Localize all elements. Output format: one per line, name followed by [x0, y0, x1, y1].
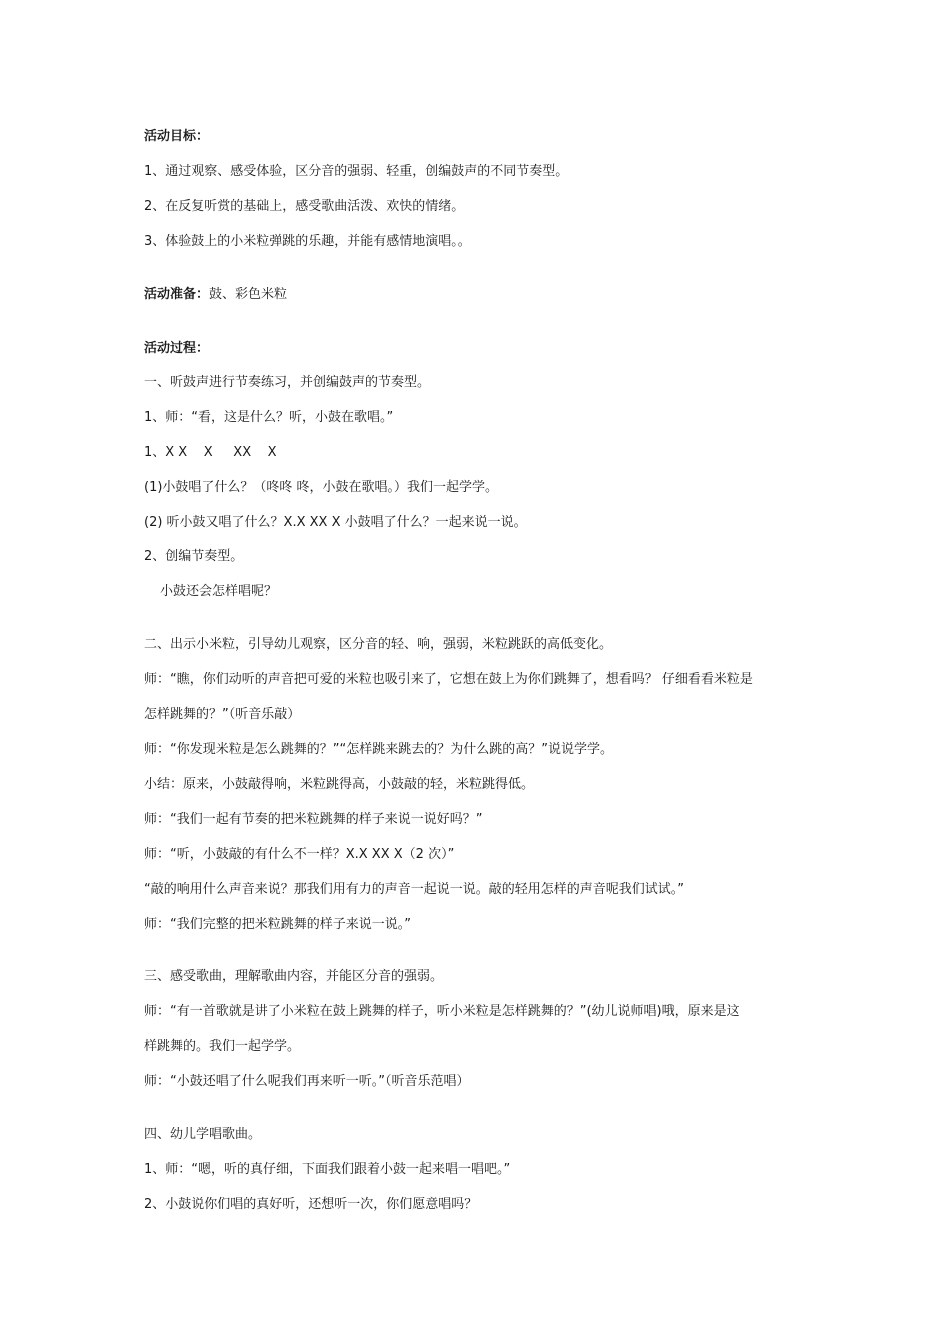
part1-line-6: 小鼓还会怎样唱呢？: [160, 584, 278, 599]
part3-line-3: 师：“小鼓还唱了什么呢我们再来听一听。”（听音乐范唱）: [144, 1074, 470, 1089]
part4-heading: 四、幼儿学唱歌曲。: [144, 1127, 262, 1142]
goal-item-3: 3、体验鼓上的小米粒弹跳的乐趣，并能有感情地演唱。。: [144, 234, 471, 249]
part3-heading: 三、感受歌曲，理解歌曲内容，并能区分音的强弱。: [144, 969, 444, 984]
part3-line-1: 师：“有一首歌就是讲了小米粒在鼓上跳舞的样子，听小米粒是怎样跳舞的？”(幼儿说师唱)哦，原来是这: [144, 1004, 740, 1019]
part1-line-1: 1、师：“看，这是什么？听，小鼓在歌唱。”: [144, 410, 394, 425]
part1-line-3: (1)小鼓唱了什么？（咚咚 咚，小鼓在歌唱。）我们一起学学。: [144, 480, 499, 495]
prep-line: [144, 286, 824, 304]
part4-line-1: 1、师：“嗯，听的真仔细，下面我们跟着小鼓一起来唱一唱吧。”: [144, 1162, 511, 1177]
part4-line-2: 2、小鼓说你们唱的真好听，还想听一次，你们愿意唱吗？: [144, 1197, 478, 1212]
part2-heading: 二、出示小米粒，引导幼儿观察，区分音的轻、响，强弱，米粒跳跃的高低变化。: [144, 637, 613, 652]
part3-line-2: 样跳舞的。我们一起学学。: [144, 1039, 301, 1054]
part2-line-2: 怎样跳舞的？”（听音乐敲）: [144, 707, 301, 722]
process-title: 活动过程：: [144, 341, 210, 356]
part2-line-7: “敲的响用什么声音来说？那我们用有力的声音一起说一说。敲的轻用怎样的声音呢我们试试。”: [144, 882, 684, 897]
part2-line-5: 师：“我们一起有节奏的把米粒跳舞的样子来说一说好吗？”: [144, 812, 483, 827]
part1-line-5: 2、创编节奏型。: [144, 549, 244, 564]
part1-rhythm: 1、X X X XX X: [144, 445, 277, 460]
prep-text: 鼓、彩色米粒: [209, 287, 288, 302]
goal-item-1: 1、通过观察、感受体验，区分音的强弱、轻重，创编鼓声的不同节奏型。: [144, 164, 569, 179]
goal-item-2: 2、在反复听赏的基础上，感受歌曲活泼、欢快的情绪。: [144, 199, 465, 214]
part2-line-4: 小结：原来，小鼓敲得响，米粒跳得高，小鼓敲的轻，米粒跳得低。: [144, 777, 535, 792]
prep-title: 活动准备：: [144, 287, 210, 302]
part2-line-6: 师：“听，小鼓敲的有什么不一样？X.X XX X（2 次）”: [144, 847, 455, 862]
part1-heading: 一、听鼓声进行节奏练习，并创编鼓声的节奏型。: [144, 375, 431, 390]
part1-line-4: (2) 听小鼓又唱了什么？X.X XX X 小鼓唱了什么？一起来说一说。: [144, 515, 527, 530]
part2-line-1: 师：“瞧，你们动听的声音把可爱的米粒也吸引来了，它想在鼓上为你们跳舞了，想看吗？ 仔细看看米粒是: [144, 672, 753, 687]
goals-title: 活动目标：: [144, 129, 210, 144]
part2-line-8: 师：“我们完整的把米粒跳舞的样子来说一说。”: [144, 917, 411, 932]
part2-line-3: 师：“你发现米粒是怎么跳舞的？”“怎样跳来跳去的？为什么跳的高？”说说学学。: [144, 742, 613, 757]
